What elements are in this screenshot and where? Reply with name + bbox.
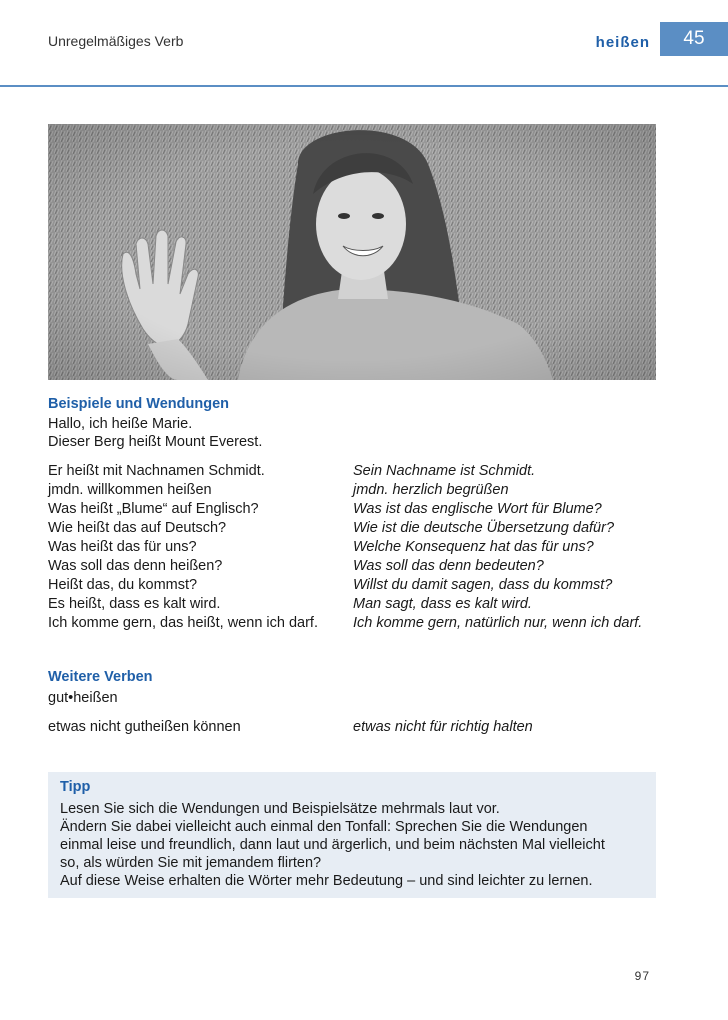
tip-line: so, als würden Sie mit jemandem flirten? — [60, 855, 322, 871]
tip-title: Tipp — [60, 779, 91, 795]
page-number: 97 — [634, 969, 650, 983]
example-meaning: Ich komme gern, natürlich nur, wenn ich darf. — [353, 615, 643, 631]
more-verbs-title: Weitere Verben — [48, 669, 153, 685]
tip-line: einmal leise und freundlich, dann laut und ärgerlich, und beim nächsten Mal vielleicht — [60, 837, 605, 853]
example-meaning: Welche Konsequenz hat das für uns? — [353, 539, 594, 555]
related-phrase: etwas nicht gutheißen können — [48, 719, 241, 735]
example-phrase: jmdn. willkommen heißen — [48, 482, 212, 498]
related-verb: gut•heißen — [48, 690, 118, 706]
related-meaning: etwas nicht für richtig halten — [353, 719, 533, 735]
photo-illustration — [48, 124, 656, 380]
section-label: Unregelmäßiges Verb — [48, 33, 184, 49]
photo — [48, 124, 656, 380]
example-meaning: Was soll das denn bedeuten? — [353, 558, 544, 574]
header-rule — [0, 85, 728, 87]
header-verb: heißen — [595, 34, 650, 51]
tip-line: Auf diese Weise erhalten die Wörter mehr Bedeutung – und sind leichter zu lernen. — [60, 873, 593, 889]
example-meaning: Wie ist die deutsche Übersetzung dafür? — [353, 520, 615, 536]
example-phrase: Was heißt das für uns? — [48, 539, 197, 555]
example-phrase: Wie heißt das auf Deutsch? — [48, 520, 227, 536]
example-phrase: Er heißt mit Nachnamen Schmidt. — [48, 463, 265, 479]
example-phrase: Was heißt „Blume“ auf Englisch? — [48, 501, 259, 517]
tip-line: Lesen Sie sich die Wendungen und Beispielsätze mehrmals laut vor. — [60, 801, 500, 817]
example-meaning: Willst du damit sagen, dass du kommst? — [353, 577, 613, 593]
example-phrase: Was soll das denn heißen? — [48, 558, 223, 574]
page-badge: 45 — [660, 22, 728, 56]
example-meaning: Was ist das englische Wort für Blume? — [353, 501, 602, 517]
example-phrase: Heißt das, du kommst? — [48, 577, 198, 593]
example-meaning: jmdn. herzlich begrüßen — [353, 482, 509, 498]
intro-line: Dieser Berg heißt Mount Everest. — [48, 434, 263, 450]
tip-box — [48, 772, 656, 898]
example-phrase: Ich komme gern, das heißt, wenn ich darf. — [48, 615, 318, 631]
example-meaning: Sein Nachname ist Schmidt. — [353, 463, 536, 479]
examples-title: Beispiele und Wendungen — [48, 396, 229, 412]
intro-line: Hallo, ich heiße Marie. — [48, 416, 193, 432]
example-meaning: Man sagt, dass es kalt wird. — [353, 596, 532, 612]
example-phrase: Es heißt, dass es kalt wird. — [48, 596, 221, 612]
tip-line: Ändern Sie dabei vielleicht auch einmal den Tonfall: Sprechen Sie die Wendungen — [60, 819, 588, 835]
